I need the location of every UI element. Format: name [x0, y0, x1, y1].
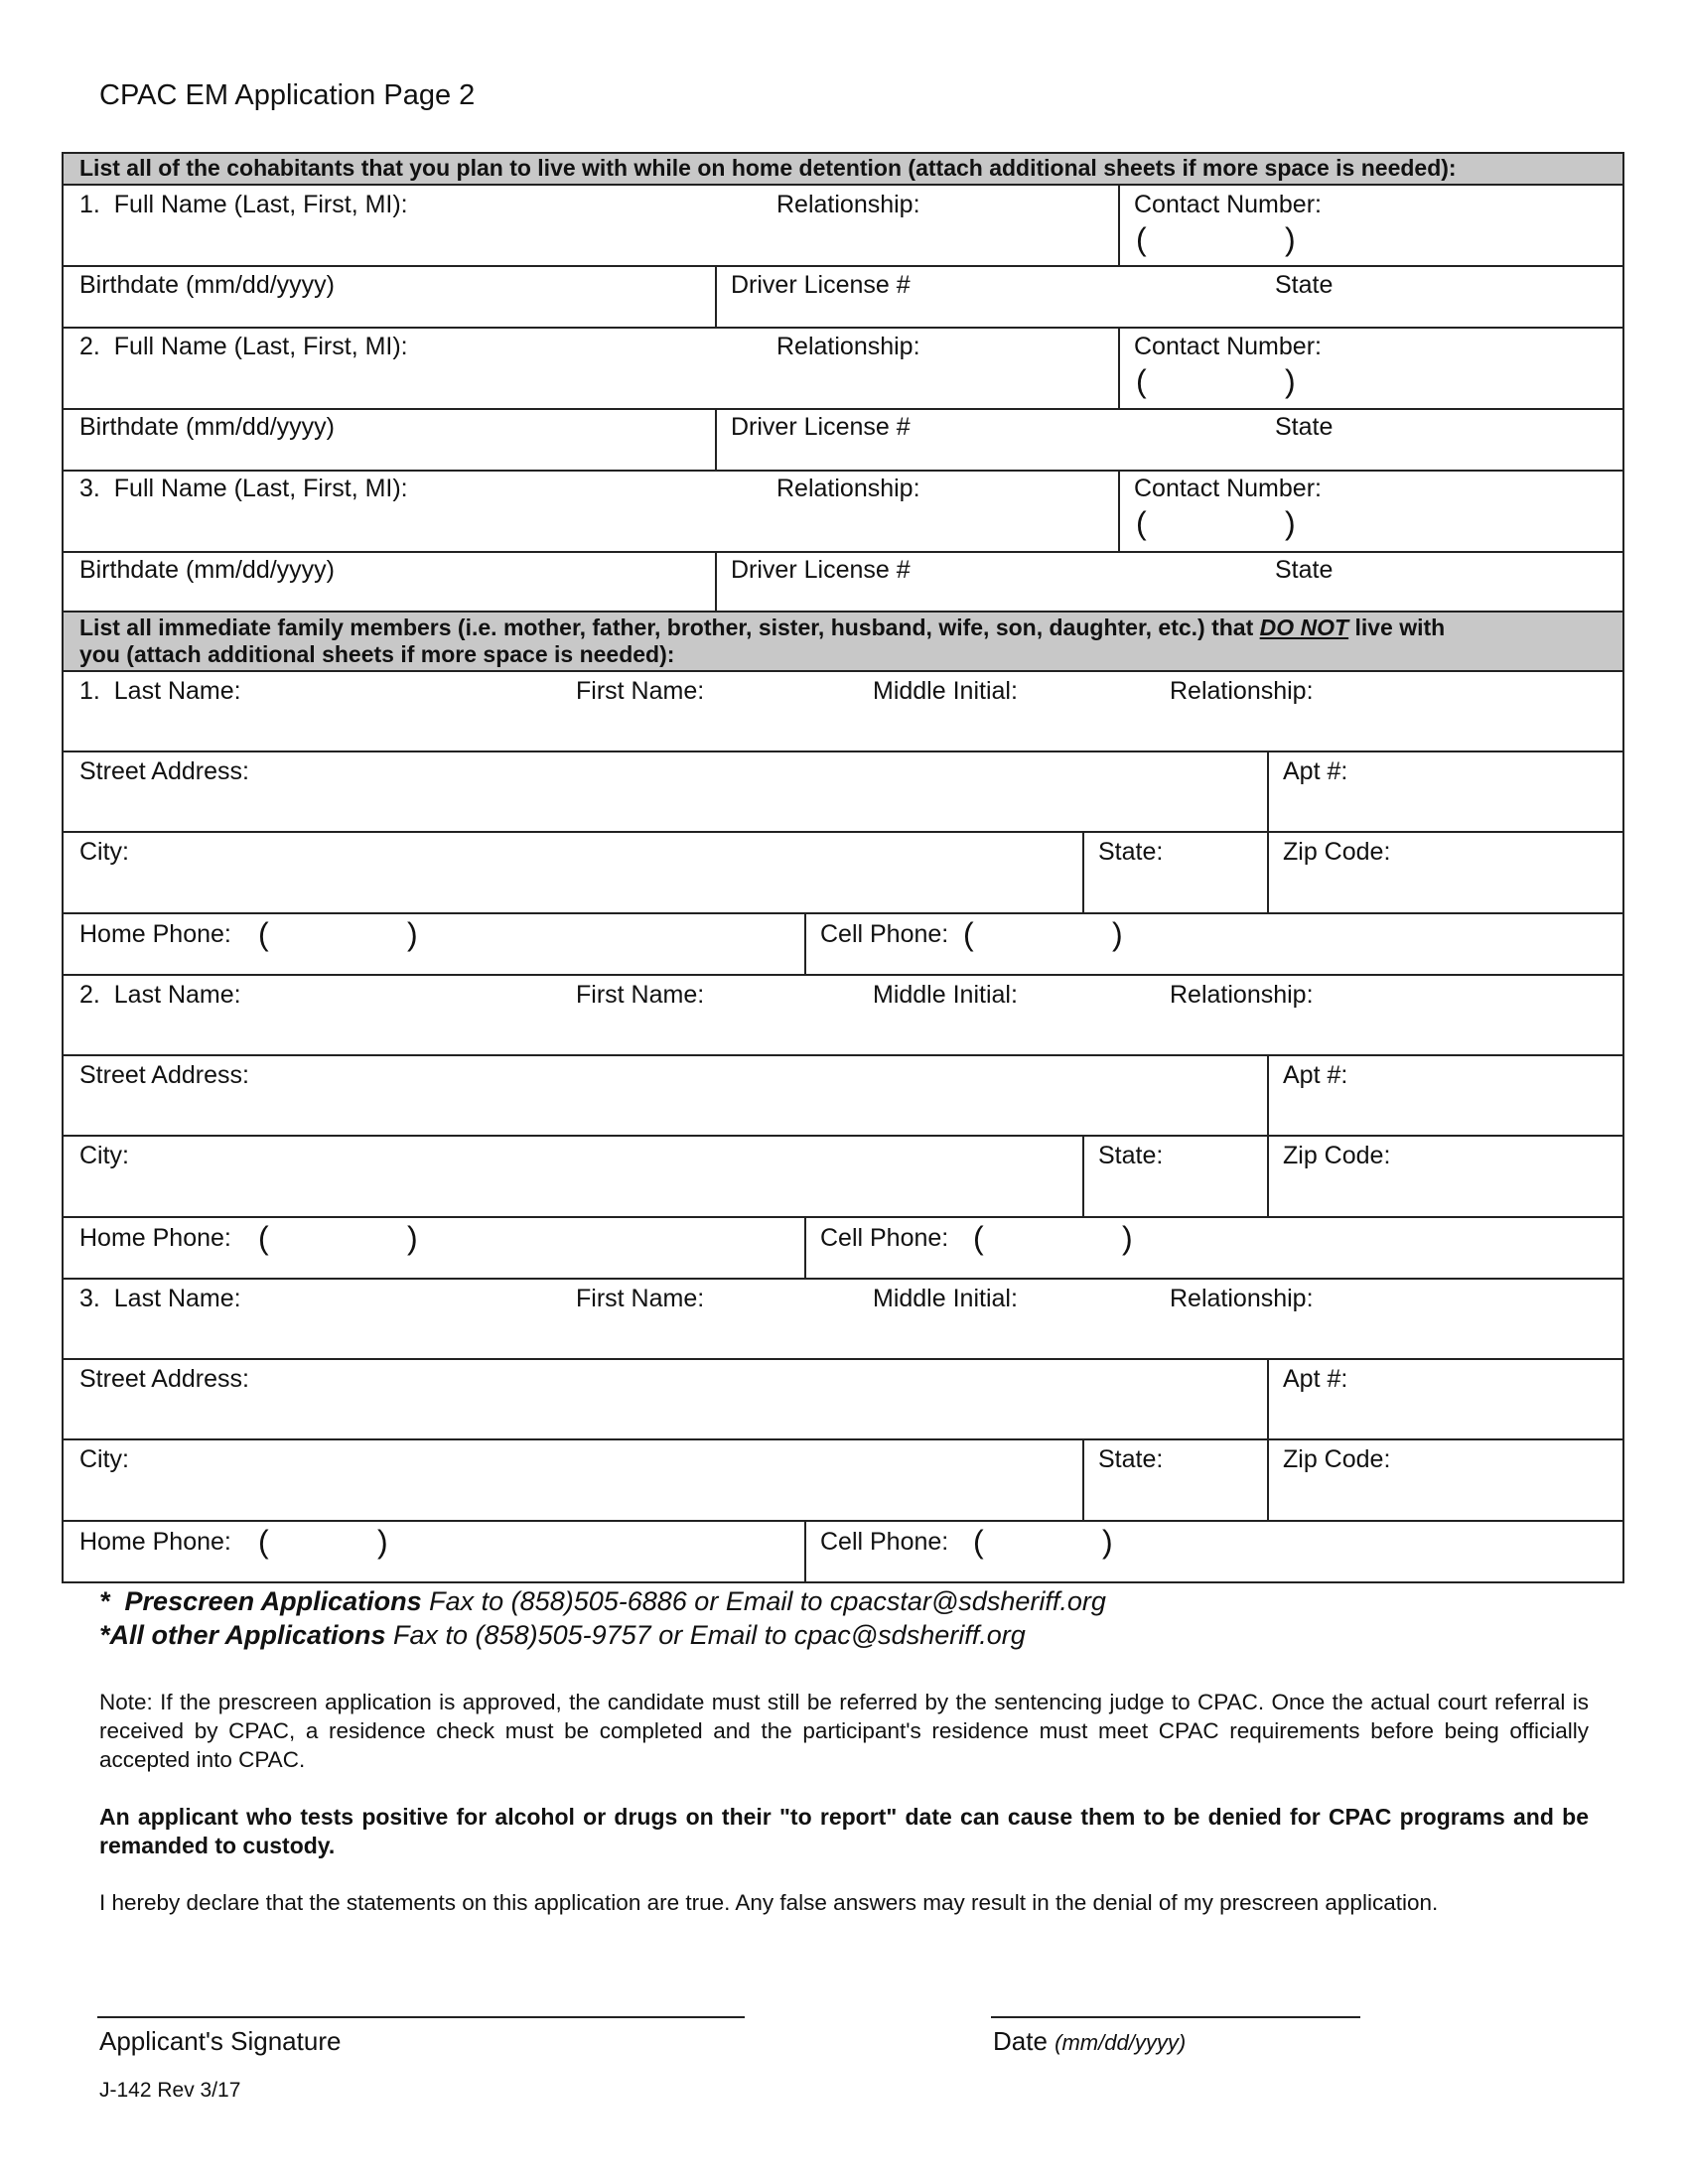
divider [64, 751, 1622, 752]
other-fax-line: *All other Applications Fax to (858)505-9757 or Email to cpac@sdsheriff.org [99, 1620, 1026, 1650]
birthdate-field[interactable]: Birthdate (mm/dd/yyyy) [79, 413, 336, 441]
last-name-field[interactable]: Last Name: [113, 677, 241, 705]
relationship-field[interactable]: Relationship: [1170, 1285, 1314, 1312]
divider [1082, 1438, 1084, 1520]
relationship-field[interactable]: Relationship: [1170, 981, 1314, 1009]
last-name-field[interactable]: Last Name: [113, 1285, 241, 1312]
divider [715, 408, 717, 470]
date-label: Date (mm/dd/yyyy) [993, 2026, 1187, 2056]
driver-license-field[interactable]: Driver License # [731, 413, 911, 441]
apt-field[interactable]: Apt #: [1283, 757, 1348, 785]
full-name-field[interactable]: Full Name (Last, First, MI): [113, 333, 408, 360]
city-field[interactable]: City: [79, 1445, 129, 1473]
relationship-field[interactable]: Relationship: [776, 475, 920, 502]
paren-open: ( [1136, 363, 1147, 399]
state-field[interactable]: State [1275, 271, 1334, 299]
family-header [64, 613, 1622, 670]
divider [1118, 327, 1120, 408]
first-name-field[interactable]: First Name: [576, 981, 705, 1009]
paren-open: ( [258, 1524, 269, 1560]
divider [64, 974, 1622, 976]
paren-close: ) [1102, 1524, 1113, 1560]
birthdate-field[interactable]: Birthdate (mm/dd/yyyy) [79, 556, 336, 584]
paren-open: ( [258, 916, 269, 952]
divider [64, 1054, 1622, 1056]
divider [804, 1216, 806, 1278]
paren-close: ) [1122, 1220, 1133, 1256]
last-name-field[interactable]: Last Name: [113, 981, 241, 1009]
note-paragraph: Note: If the prescreen application is approved, the candidate must still be referred by the sentencing judge to CPAC. Once the actual court referral is received by CPAC, a residence check must be completed and the participant's residence must meet CPAC requirements before being officially accepted into CPAC. [99, 1690, 1589, 1772]
paren-open: ( [1136, 505, 1147, 541]
divider [1118, 470, 1120, 551]
state-field[interactable]: State: [1098, 1142, 1164, 1169]
divider [1118, 184, 1120, 265]
divider [804, 1520, 806, 1581]
divider [64, 1358, 1622, 1360]
paren-open: ( [258, 1220, 269, 1256]
divider [64, 408, 1622, 410]
applicant-signature-label: Applicant's Signature [99, 2026, 342, 2056]
divider [715, 265, 717, 327]
declaration-paragraph: I hereby declare that the statements on this application are true. Any false answers may result in the denial of my prescreen application. [99, 1890, 1439, 1915]
contact-number-field[interactable]: Contact Number: [1134, 333, 1322, 360]
street-address-field[interactable]: Street Address: [79, 1061, 249, 1089]
paren-open: ( [963, 916, 974, 952]
relationship-field[interactable]: Relationship: [1170, 677, 1314, 705]
city-field[interactable]: City: [79, 1142, 129, 1169]
divider [64, 1216, 1622, 1218]
divider [64, 551, 1622, 553]
divider [1082, 1135, 1084, 1216]
form-number: J-142 Rev 3/17 [99, 2079, 241, 2102]
birthdate-field[interactable]: Birthdate (mm/dd/yyyy) [79, 271, 336, 299]
warning-paragraph: An applicant who tests positive for alcohol or drugs on their "to report" date can cause them to be denied for CPAC programs and be remanded to custody. [99, 1804, 1589, 1858]
paren-open: ( [973, 1220, 984, 1256]
home-phone-field[interactable]: Home Phone: [79, 1528, 231, 1556]
home-phone-field[interactable]: Home Phone: [79, 920, 231, 948]
apt-field[interactable]: Apt #: [1283, 1365, 1348, 1393]
application-form: List all of the cohabitants that you plan to live with while on home detention (attach additional sheets if more space is needed): 1. Full Name (Last, First, MI): Relationship: Contact Number: ( ) Birthdate (mm/dd/yyyy) Driver License # State 2. Full Name (Last, First, MI): Relationship: Contact Number: ( ) Birthdate (mm/dd/yyyy) Driver License # State 3. Full Name (Last, First, MI): Relationship: Contact Number: ( ) Birthdate (mm/dd/yyyy) Driver License # State List all immediate family members (i.e. mother, father, brother, sister, husband, wife, son, daughter, etc.) that DO NOT live with you (attach additional sheets if more space is needed): 1. Last Name: First Name: Middle Initial: Relationship: Street Address: Apt #: City: State: Zip Code: Home Phone: ( ) Cell Phone: ( ) 2. Last Name: First Name: Middle Initial: Relationship: Street Address: Apt #: City: State: Zip Code: Home Phone: ( ) Cell Phone: ( ) 3. Last Name: First Name: Middle Initial: Relationship: Street Address: Apt #: City: State: Zip Code: Home Phone: ( ) Cell Phone: ( ) [62, 152, 1624, 1583]
home-phone-field[interactable]: Home Phone: [79, 1224, 231, 1252]
contact-number-field[interactable]: Contact Number: [1134, 475, 1322, 502]
divider [64, 1135, 1622, 1137]
city-field[interactable]: City: [79, 838, 129, 866]
contact-number-field[interactable]: Contact Number: [1134, 191, 1322, 218]
cell-phone-field[interactable]: Cell Phone: [820, 920, 949, 948]
paren-close: ) [1285, 363, 1296, 399]
paren-close: ) [1285, 221, 1296, 257]
cell-phone-field[interactable]: Cell Phone: [820, 1224, 949, 1252]
state-field[interactable]: State [1275, 556, 1334, 584]
middle-initial-field[interactable]: Middle Initial: [873, 677, 1018, 705]
divider [64, 184, 1622, 186]
divider [64, 327, 1622, 329]
middle-initial-field[interactable]: Middle Initial: [873, 1285, 1018, 1312]
cohabitants-header [64, 154, 1622, 184]
divider [804, 912, 806, 974]
divider [64, 670, 1622, 672]
divider [64, 470, 1622, 472]
first-name-field[interactable]: First Name: [576, 677, 705, 705]
divider [64, 265, 1622, 267]
divider [64, 1278, 1622, 1280]
family-header-text: List all immediate family members (i.e. mother, father, brother, sister, husband, wife, son, daughter, etc.) that DO NOT live with you (attach additional sheets if more space is needed): [79, 614, 1446, 667]
paren-close: ) [1112, 916, 1123, 952]
page-title: CPAC EM Application Page 2 [99, 79, 476, 111]
zip-code-field[interactable]: Zip Code: [1283, 1445, 1391, 1473]
zip-code-field[interactable]: Zip Code: [1283, 838, 1391, 866]
relationship-field[interactable]: Relationship: [776, 191, 920, 218]
divider [64, 912, 1622, 914]
paren-open: ( [973, 1524, 984, 1560]
relationship-field[interactable]: Relationship: [776, 333, 920, 360]
first-name-field[interactable]: First Name: [576, 1285, 705, 1312]
state-field[interactable]: State [1275, 413, 1334, 441]
cell-phone-field[interactable]: Cell Phone: [820, 1528, 949, 1556]
cohabitants-header-text: List all of the cohabitants that you plan to live with while on home detention (attach additional sheets if more space is needed): [79, 155, 1457, 181]
paren-close: ) [1285, 505, 1296, 541]
full-name-field[interactable]: Full Name (Last, First, MI): [113, 191, 408, 218]
paren-close: ) [407, 916, 418, 952]
street-address-field[interactable]: Street Address: [79, 757, 249, 785]
signature-line[interactable] [97, 2016, 745, 2018]
paren-close: ) [407, 1220, 418, 1256]
date-line[interactable] [991, 2016, 1360, 2018]
apt-field[interactable]: Apt #: [1283, 1061, 1348, 1089]
middle-initial-field[interactable]: Middle Initial: [873, 981, 1018, 1009]
divider [64, 1438, 1622, 1440]
divider [715, 551, 717, 611]
prescreen-fax-line: * Prescreen Applications Fax to (858)505-6886 or Email to cpacstar@sdsheriff.org [99, 1586, 1106, 1616]
full-name-field[interactable]: Full Name (Last, First, MI): [113, 475, 408, 502]
zip-code-field[interactable]: Zip Code: [1283, 1142, 1391, 1169]
paren-close: ) [377, 1524, 388, 1560]
state-field[interactable]: State: [1098, 838, 1164, 866]
driver-license-field[interactable]: Driver License # [731, 271, 911, 299]
divider [64, 1520, 1622, 1522]
divider [64, 831, 1622, 833]
street-address-field[interactable]: Street Address: [79, 1365, 249, 1393]
divider [1082, 831, 1084, 912]
driver-license-field[interactable]: Driver License # [731, 556, 911, 584]
paren-open: ( [1136, 221, 1147, 257]
state-field[interactable]: State: [1098, 1445, 1164, 1473]
